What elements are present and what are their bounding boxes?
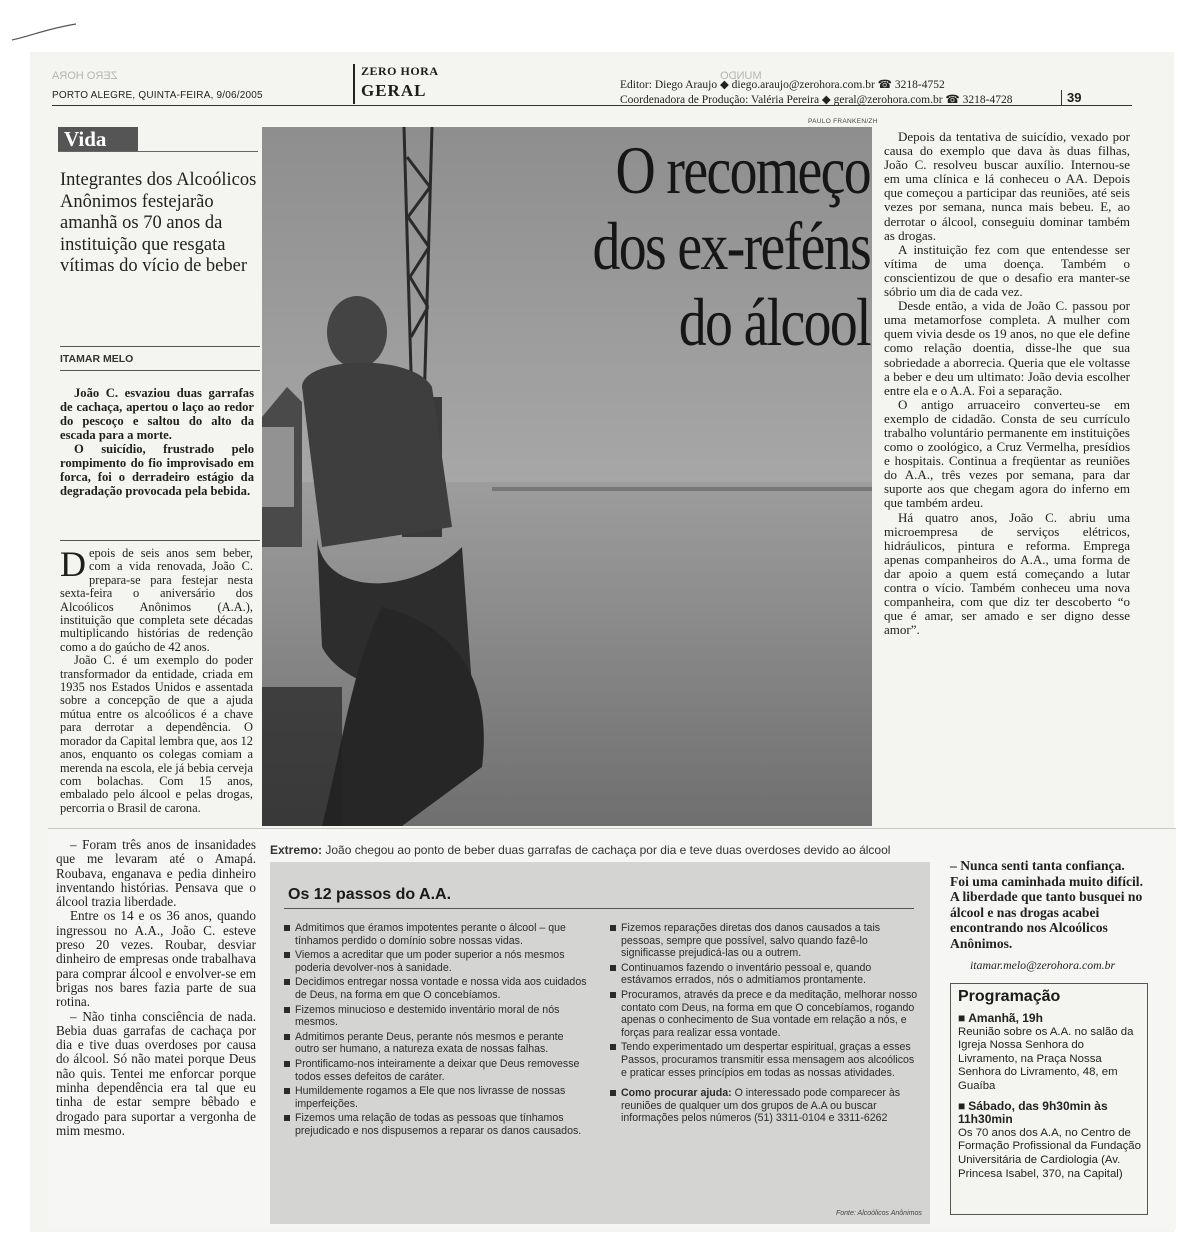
header-rule: [52, 105, 1132, 106]
masthead: [353, 64, 449, 104]
steps-title: Os 12 passos do A.A.: [288, 886, 452, 903]
page-number: 39: [1061, 90, 1081, 105]
steps-right-column: [610, 922, 922, 1127]
editor-line: Editor: Diego Araujo ◆ diego.araujo@zerohora.com.br ☎ 3218-4752: [620, 79, 945, 91]
body-left-column: [60, 547, 253, 833]
closing-quote: – Nunca senti tanta confiança. Foi uma caminhada muito difícil. A liberdade que tanto busquei no álcool e nas drogas acabei encontrando nos Alcoólicos Anônimos.: [950, 858, 1143, 951]
paragraph: A instituição fez com que entendesse ser vítima de uma doença. Também o conscientizou de que o desafio era manter-se sóbrio um dia de cada vez.: [884, 241, 1130, 300]
photo-caption: Extremo: João chegou ao ponto de beber duas garrafas de cachaça por dia e teve duas overdoses devido ao álcool: [270, 843, 891, 857]
pen-mark: [10, 18, 80, 48]
schedule-item: [958, 1100, 1141, 1182]
divider: [60, 370, 260, 371]
step-item: Decidimos entregar nossa vontade e nossa vida aos cuidados de Deus, na forma em que O concebíamos.: [284, 976, 590, 1001]
paragraph: Depois da tentativa de suicídio, vexado por causa do exemplo que dava às duas filhas, João C. resolveu buscar auxílio. Internou-se em uma clínica e lá conheceu o AA. Depois que começou a participar das reuniões, até seis vezes por semana, nunca mais bebeu. E, ao derrotar o álcool, conseguiu dominar também as drogas.: [884, 130, 1130, 243]
editor-credits: [620, 78, 1012, 107]
paragraph: – Foram três anos de insanidades que me levaram até o Amapá. Roubava, enganava e pedia dinheiro inventando histórias. Pensava que o álcool trazia liberdade.: [56, 838, 256, 910]
body-lower-left-column: [56, 838, 256, 1228]
dropcap: D: [60, 547, 86, 584]
divider: [58, 151, 258, 152]
bleed-through: ZERO HORA: [52, 70, 118, 82]
paragraph: João C. é um exemplo do poder transformador da entidade, criada em 1935 nos Estados Unidos e assentada sobre a concepção de que a ajuda mútua entre os alcoólicos é a chave para derrotar a dependência. O morador da Capital lembra que, aos 12 anos, enquanto os colegas comiam a merenda na escola, ele já bebia cerveja com bolachas. Com 15 anos, embalado pelo álcool e pelas drogas, percorria o Brasil de carona.: [60, 653, 253, 815]
paragraph: Depois de seis anos sem beber, com a vida renovada, João C. prepara-se para festejar nesta sexta-feira o aniversário dos Alcoólicos Anônimos (A.A.), instituição que completa sete décadas multiplicando histórias de redenção como a do gaúcho de 42 anos.: [60, 547, 253, 654]
step-item: Fizemos reparações diretas dos danos causados a tais pessoas, sempre que possível, salvo quando fazê-lo significasse prejudicá-las ou a outrem.: [610, 922, 922, 960]
section-name: GERAL: [361, 81, 427, 100]
schedule-item: [958, 1012, 1141, 1094]
body-right-column: [884, 130, 1130, 836]
headline-line: dos ex-reféns: [592, 208, 870, 284]
byline: ITAMAR MELO: [60, 353, 134, 365]
divider: [284, 908, 914, 909]
step-item: Continuamos fazendo o inventário pessoal e, quando estávamos errados, nós o admitíamos prontamente.: [610, 962, 922, 987]
divider: [60, 346, 260, 347]
step-item: Tendo experimentado um despertar espiritual, graças a esses Passos, procuramos transmitir essa mensagem aos alcoólicos e praticar esses princípios em todas as nossas atividades.: [610, 1041, 922, 1079]
paragraph: O antigo arruaceiro converteu-se em exemplo de cidadão. Consta de seu currículo trabalho voluntário permanente em instituições como o zoológico, a Cruz Vermelha, presídios e hospitais. Continua a freqüentar as reuniões do A.A., três vezes por semana, para dar suporte aos que chegam agora do inferno em que também ardeu.: [884, 396, 1130, 511]
divider: [60, 540, 260, 541]
intro-text: [60, 386, 254, 498]
step-item: Admitimos perante Deus, perante nós mesmos e perante outro ser humano, a natureza exata de nossas falhas.: [284, 1031, 590, 1056]
headline-line: do álcool: [678, 284, 870, 360]
help-info: Como procurar ajuda: O interessado pode comparecer às reuniões de qualquer um dos grupos de A.A ou buscar informações pelos números (51) 3311-0104 e 3311-6262: [610, 1087, 922, 1125]
schedule-title: Programação: [958, 988, 1061, 1005]
headline: [542, 132, 870, 360]
author-email: itamar.melo@zerohora.com.br: [970, 958, 1116, 972]
lead-text: Integrantes dos Alcoólicos Anônimos festejarão amanhã os 70 anos da instituição que resgata vítimas do vício de beber: [60, 170, 257, 276]
step-item: Prontificamo-nos inteiramente a deixar que Deus removesse todos esses defeitos de caráter.: [284, 1058, 590, 1083]
schedule-box: [950, 983, 1148, 1215]
photo-credit: PAULO FRANKEN/ZH: [808, 118, 878, 125]
paragraph: Desde então, a vida de João C. passou por uma metamorfose completa. A mulher com quem vivia desde os 19 anos, no que ele define como relação doentia, disse-lhe que sua sobriedade a aborrecia. Queria que ele voltasse a beber e deu um ultimato: João devia escolher entre ela e o A.A. Foi a separação.: [884, 298, 1130, 398]
step-item: Procuramos, através da prece e da meditação, melhorar nosso contato com Deus, na forma em que O concebíamos, rogando apenas o conhecimento de Sua vontade em relação a nós, e forças para realizar essa vontade.: [610, 989, 922, 1039]
steps-left-column: [284, 922, 590, 1140]
paragraph: – Não tinha consciência de nada. Bebia duas garrafas de cachaça por dia e tive duas overdoses por causa do álcool. Só não matei porque Deus não quis. Tentei me enforcar porque minha dependência era tal que eu tinha de estar sempre bêbado e drogado para suportar a vergonha de mim mesmo.: [56, 1008, 256, 1138]
intro-paragraph: João C. esvaziou duas garrafas de cachaça, apertou o laço ao redor do pescoço e saltou do alto da escada para a morte.: [60, 386, 254, 442]
step-item: Admitimos que éramos impotentes perante o álcool – que tínhamos perdido o domínio sobre nossas vidas.: [284, 922, 590, 947]
step-item: Fizemos minucioso e destemido inventário moral de nós mesmos.: [284, 1004, 590, 1029]
schedule-time: ■ Amanhã, 19h: [958, 1012, 1141, 1026]
intro-paragraph: O suicídio, frustrado pelo rompimento do fio improvisado em forca, foi o derradeiro estágio da degradação provocada pela bebida.: [60, 442, 254, 498]
step-item: Fizemos uma relação de todas as pessoas que tínhamos prejudicado e nos dispusemos a reparar os danos causados.: [284, 1112, 590, 1137]
bleed-through: MUNDO: [720, 70, 762, 82]
schedule-text: Reunião sobre os A.A. no salão da Igreja Nossa Senhora do Livramento, na Praça Nossa Senhora do Livramento, 48, em Guaíba: [958, 1025, 1134, 1092]
location-date: PORTO ALEGRE, QUINTA-FEIRA, 9/06/2005: [52, 90, 263, 101]
section-tag: Vida: [58, 127, 138, 151]
coordinator-line: Coordenadora de Produção: Valéria Pereira ◆ geral@zerohora.com.br ☎ 3218-4728: [620, 93, 1013, 106]
schedule-text: Os 70 anos dos A.A, no Centro de Formação Profissional da Fundação Universitária de Cardiologia (Av. Princesa Isabel, 370, na Capital): [958, 1126, 1141, 1180]
paragraph: Há quatro anos, João C. abriu uma microempresa de serviços elétricos, hidráulicos, pintura e reforma. Emprega apenas companheiros do A.A., uma forma de dar apoio a quem está começando a lutar contra o vício. Também conheceu uma nova companheira, com que diz ter descoberto “o que é amar, ser amado e ser digno desse amor”.: [884, 509, 1130, 638]
paragraph: Entre os 14 e os 36 anos, quando ingressou no A.A., João C. esteve preso 20 vezes. Roubar, desviar dinheiro de empresas onde trabalhava para comprar álcool e envolver-se em brigas nos bares fazia parte de sua rotina.: [56, 908, 256, 1010]
headline-line: O recomeço: [615, 132, 870, 208]
schedule-time: ■ Sábado, das 9h30min às 11h30min: [958, 1100, 1141, 1127]
source-note: Fonte: Alcoólicos Anônimos: [836, 1210, 922, 1217]
step-item: Viemos a acreditar que um poder superior a nós mesmos poderia devolver-nos à sanidade.: [284, 949, 590, 974]
step-item: Humildemente rogamos a Ele que nos livrasse de nossas imperfeições.: [284, 1085, 590, 1110]
brand-name: ZERO HORA: [361, 64, 439, 78]
